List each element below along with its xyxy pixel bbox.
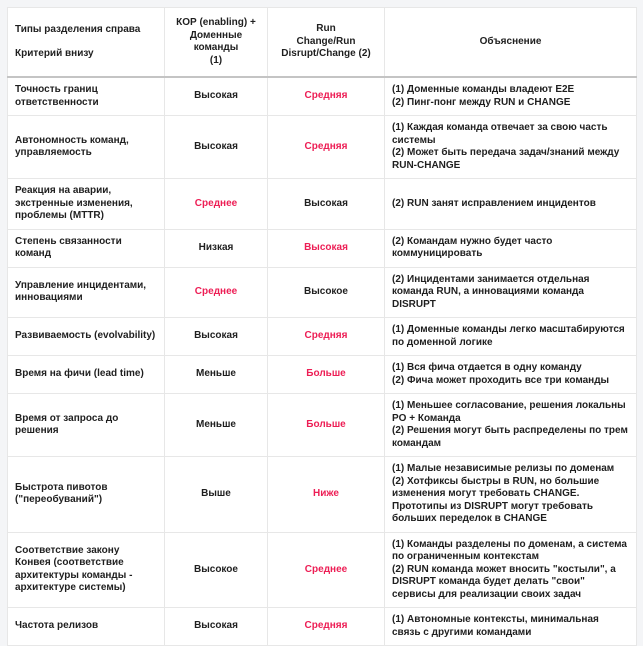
column-header-line [15,36,157,48]
explanation-line: (2) Инцидентами занимается отдельная команда RUN, а инновациями команда DISRUPT [392,273,590,310]
explanation-line: (2) RUN занят исправлением инцидентов [392,197,596,209]
column-header-line: Run [316,23,336,35]
explanation-cell [385,394,637,457]
table-row [8,394,637,457]
table-row [8,356,637,394]
explanation-cell [385,77,637,116]
table-row [8,77,637,116]
rating-cell-option-2: Средняя [268,77,385,116]
explanation-cell [385,229,637,267]
column-header-line: (1) [209,54,223,66]
explanation-line: (1) Доменные команды легко масштабируются по доменной логике [392,324,625,348]
explanation-line: (2) Пинг-понг между RUN и CHANGE [392,96,571,108]
column-header-line: Объяснение [479,35,542,47]
rating-cell-option-1: Высокое [165,532,268,608]
rating-cell-option-1: Высокая [165,608,268,646]
criterion-cell: Степень связанности команд [8,229,165,267]
explanation-cell [385,356,637,394]
criterion-cell: Реакция на аварии, экстренные изменения, проблемы (MTTR) [8,179,165,230]
column-header-line: Change/Run [296,35,356,47]
rating-cell-option-1: Среднее [165,267,268,318]
rating-cell-option-1: Высокая [165,116,268,179]
explanation-cell [385,608,637,646]
explanation-line: (2) Командам нужно будет часто коммуницировать [392,235,553,259]
criterion-cell: Точность границ ответственности [8,77,165,116]
criterion-cell: Соответствие закону Конвея (соответствие архитектуры команды - архитектуре системы) [8,532,165,608]
explanation-cell [385,457,637,533]
column-header-option-2 [268,8,385,78]
column-header-line: Disrupt/Change (2) [281,48,371,60]
rating-cell-option-1: Высокая [165,318,268,356]
criterion-cell: Управление инцидентами, инновациями [8,267,165,318]
rating-cell-option-1: Меньше [165,394,268,457]
rating-cell-option-2: Больше [268,356,385,394]
rating-cell-option-2: Высокая [268,179,385,230]
table-row [8,318,637,356]
column-header-line: КОР (enabling) + [176,17,256,28]
rating-cell-option-2: Среднее [268,532,385,608]
criterion-cell: Время от запроса до решения [8,394,165,457]
explanation-line: (1) Вся фича отдается в одну команду [392,362,582,373]
rating-cell-option-1: Среднее [165,179,268,230]
explanation-cell [385,116,637,179]
criterion-cell: Быстрота пивотов ("переобуваний") [8,457,165,533]
rating-cell-option-2: Ниже [268,457,385,533]
explanation-line: (2) Решения могут быть распределены по трем командам [392,425,628,449]
explanation-cell [385,179,637,230]
explanation-line: (1) Команды разделены по доменам, а система по ограниченным контекстам [392,538,627,562]
table-row [8,457,637,533]
explanation-line: (2) Может быть передача задач/знаний между RUN-CHANGE [392,147,620,171]
rating-cell-option-1: Выше [165,457,268,533]
column-header-explanation [385,8,637,78]
explanation-cell [385,267,637,318]
table-row [8,532,637,608]
column-header-line: Доменные команды [189,29,243,53]
table-header-row [8,8,637,78]
explanation-line: (1) Каждая команда отвечает за свою часть системы [392,122,608,146]
rating-cell-option-1: Низкая [165,229,268,267]
column-header-criteria [8,8,165,78]
criterion-cell: Время на фичи (lead time) [8,356,165,394]
explanation-cell [385,318,637,356]
rating-cell-option-2: Средняя [268,318,385,356]
explanation-line: (1) Доменные команды владеют E2E [392,84,575,95]
table-row [8,608,637,646]
explanation-line: (2) RUN команда может вносить "костыли", а DISRUPT команда будет делать "свои" сервисы для реализации своих задач [392,563,616,600]
comparison-table [7,7,637,646]
rating-cell-option-2: Больше [268,394,385,457]
explanation-line: (1) Автономные контексты, минимальная связь с другими командами [392,614,599,638]
table-row [8,267,637,318]
column-header-line: Типы разделения справа [15,23,141,35]
explanation-line: (2) Хотфиксы быстры в RUN, но большие изменения могут требовать CHANGE. Прототипы из DISRUPT могут требовать больших переделок в CHANGE [392,475,600,524]
rating-cell-option-1: Меньше [165,356,268,394]
rating-cell-option-1: Высокая [165,77,268,116]
rating-cell-option-2: Средняя [268,608,385,646]
rating-cell-option-2: Высокое [268,267,385,318]
column-header-line: Критерий внизу [15,48,94,59]
rating-cell-option-2: Высокая [268,229,385,267]
table-row [8,229,637,267]
explanation-line: (1) Малые независимые релизы по доменам [392,463,615,474]
criterion-cell: Развиваемость (evolvability) [8,318,165,356]
column-header-option-1 [165,8,268,78]
rating-cell-option-2: Средняя [268,116,385,179]
explanation-line: (1) Меньшее согласование, решения локальны PO + Команда [392,400,626,424]
criterion-cell: Частота релизов [8,608,165,646]
explanation-line: (2) Фича может проходить все три команды [392,374,610,386]
table-row [8,179,637,230]
explanation-cell [385,532,637,608]
table-row [8,116,637,179]
criterion-cell: Автономность команд, управляемость [8,116,165,179]
